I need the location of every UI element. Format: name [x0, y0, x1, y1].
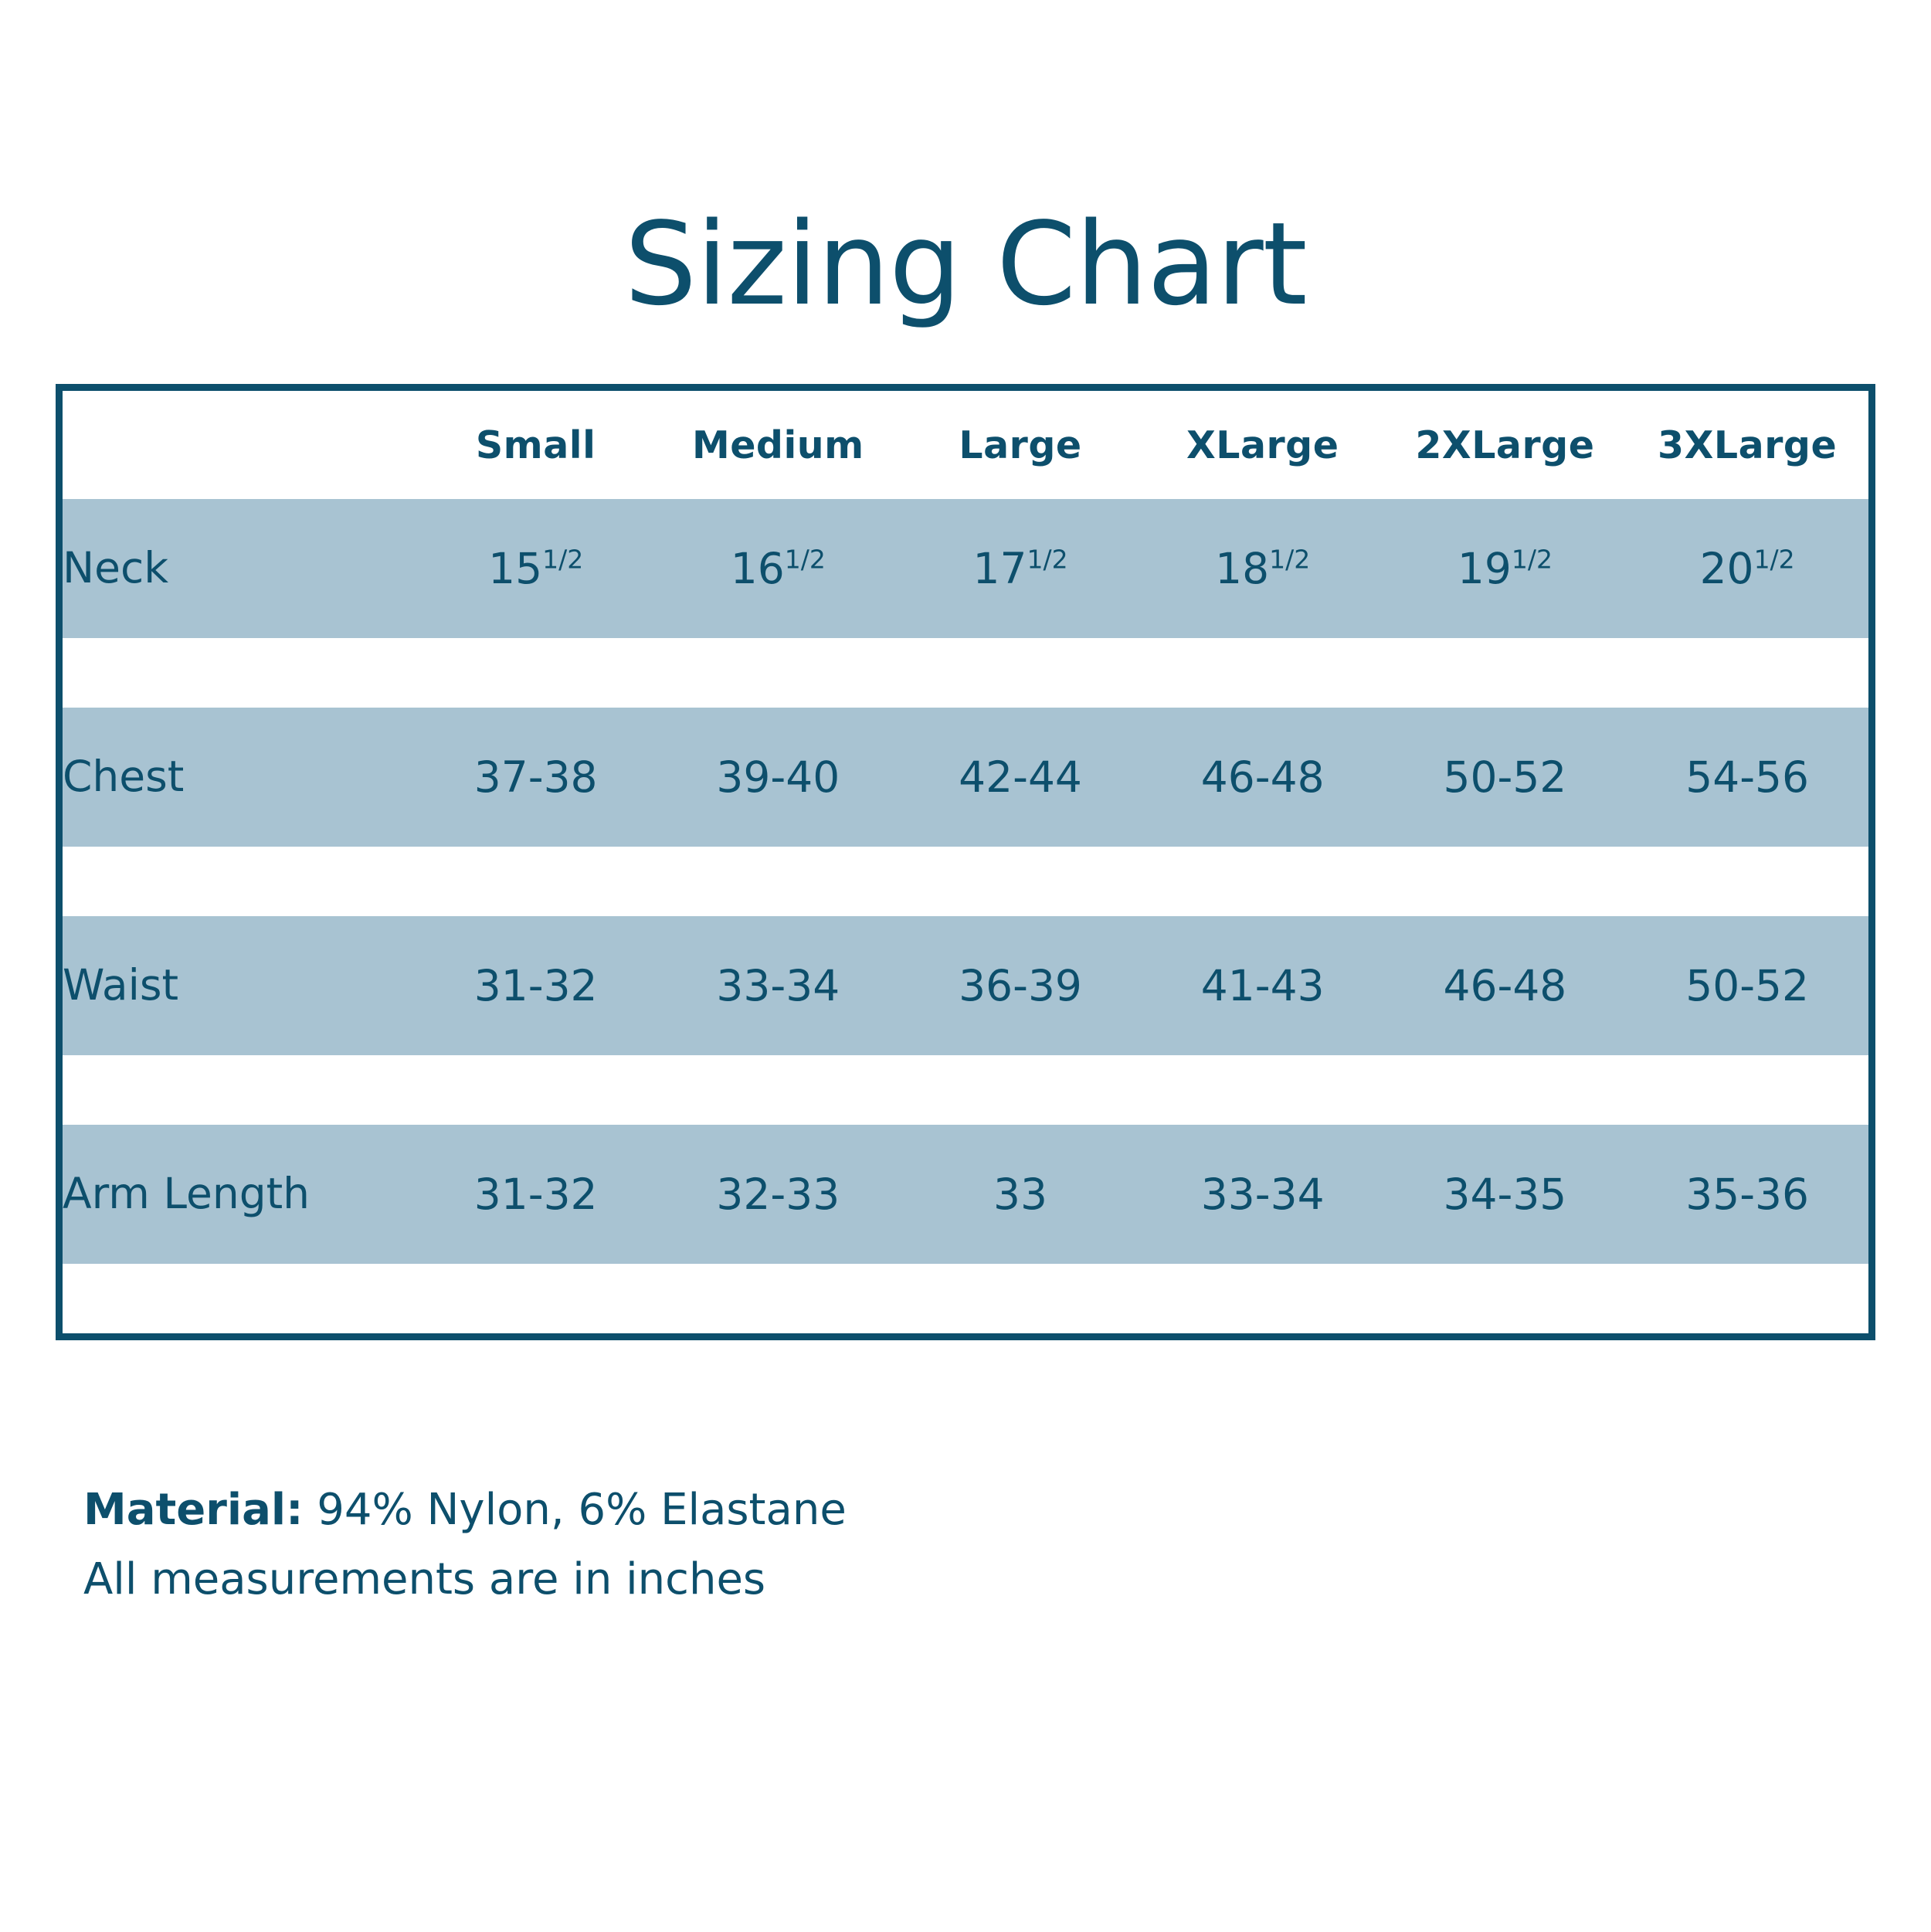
cell-arm-length-3xlarge: 35-36 [1626, 1125, 1868, 1264]
column-header-large: Large [899, 391, 1142, 499]
table-row [63, 499, 1868, 638]
cell-arm-length-small: 31-32 [415, 1125, 657, 1264]
row-label-arm-length: Arm Length [63, 1125, 415, 1264]
cell-arm-length-2xlarge: 34-35 [1384, 1125, 1627, 1264]
cell-neck-xlarge: $18^{1/2}$ [1142, 499, 1384, 638]
row-label-waist: Waist [63, 916, 415, 1055]
material-value: 94% Nylon, 6% Elastane [303, 1485, 847, 1535]
spacer-cell [63, 847, 1868, 916]
table-row [63, 708, 1868, 847]
material-label: Material: [83, 1485, 304, 1535]
table-row-spacer [63, 1055, 1868, 1125]
spacer-cell [63, 1264, 1868, 1333]
cell-neck-small: $15^{1/2}$ [415, 499, 657, 638]
cell-neck-3xlarge: $20^{1/2}$ [1626, 499, 1868, 638]
cell-neck-2xlarge: $19^{1/2}$ [1384, 499, 1627, 638]
cell-arm-length-medium: 32-33 [657, 1125, 900, 1264]
footer-notes [83, 1479, 1783, 1610]
cell-waist-3xlarge: 50-52 [1626, 916, 1868, 1055]
table-header-row [63, 391, 1868, 499]
table-row-spacer [63, 847, 1868, 916]
cell-chest-small: 37-38 [415, 708, 657, 847]
row-label-chest: Chest [63, 708, 415, 847]
cell-chest-3xlarge: 54-56 [1626, 708, 1868, 847]
cell-waist-large: 36-39 [899, 916, 1142, 1055]
table-row-spacer [63, 1264, 1868, 1333]
column-header-medium: Medium [657, 391, 900, 499]
column-header-small: Small [415, 391, 657, 499]
spacer-cell [63, 1055, 1868, 1125]
row-label-neck: Neck [63, 499, 415, 638]
column-header-3xlarge: 3XLarge [1626, 391, 1868, 499]
sizing-table [63, 391, 1868, 1333]
table-row [63, 916, 1868, 1055]
cell-waist-small: 31-32 [415, 916, 657, 1055]
cell-chest-medium: 39-40 [657, 708, 900, 847]
cell-neck-large: $17^{1/2}$ [899, 499, 1142, 638]
sizing-table-container [56, 384, 1875, 1340]
units-note: All measurements are in inches [83, 1553, 766, 1604]
page-title: Sizing Chart [624, 198, 1307, 331]
cell-waist-medium: 33-34 [657, 916, 900, 1055]
cell-chest-large: 42-44 [899, 708, 1142, 847]
column-header-xlarge: XLarge [1142, 391, 1384, 499]
cell-chest-xlarge: 46-48 [1142, 708, 1384, 847]
cell-waist-xlarge: 41-43 [1142, 916, 1384, 1055]
header-corner-cell [63, 391, 415, 499]
cell-waist-2xlarge: 46-48 [1384, 916, 1627, 1055]
cell-chest-2xlarge: 50-52 [1384, 708, 1627, 847]
cell-arm-length-xlarge: 33-34 [1142, 1125, 1384, 1264]
cell-arm-length-large: 33 [899, 1125, 1142, 1264]
table-row-spacer [63, 638, 1868, 708]
column-header-2xlarge: 2XLarge [1384, 391, 1627, 499]
spacer-cell [63, 638, 1868, 708]
cell-neck-medium: $16^{1/2}$ [657, 499, 900, 638]
table-row [63, 1125, 1868, 1264]
